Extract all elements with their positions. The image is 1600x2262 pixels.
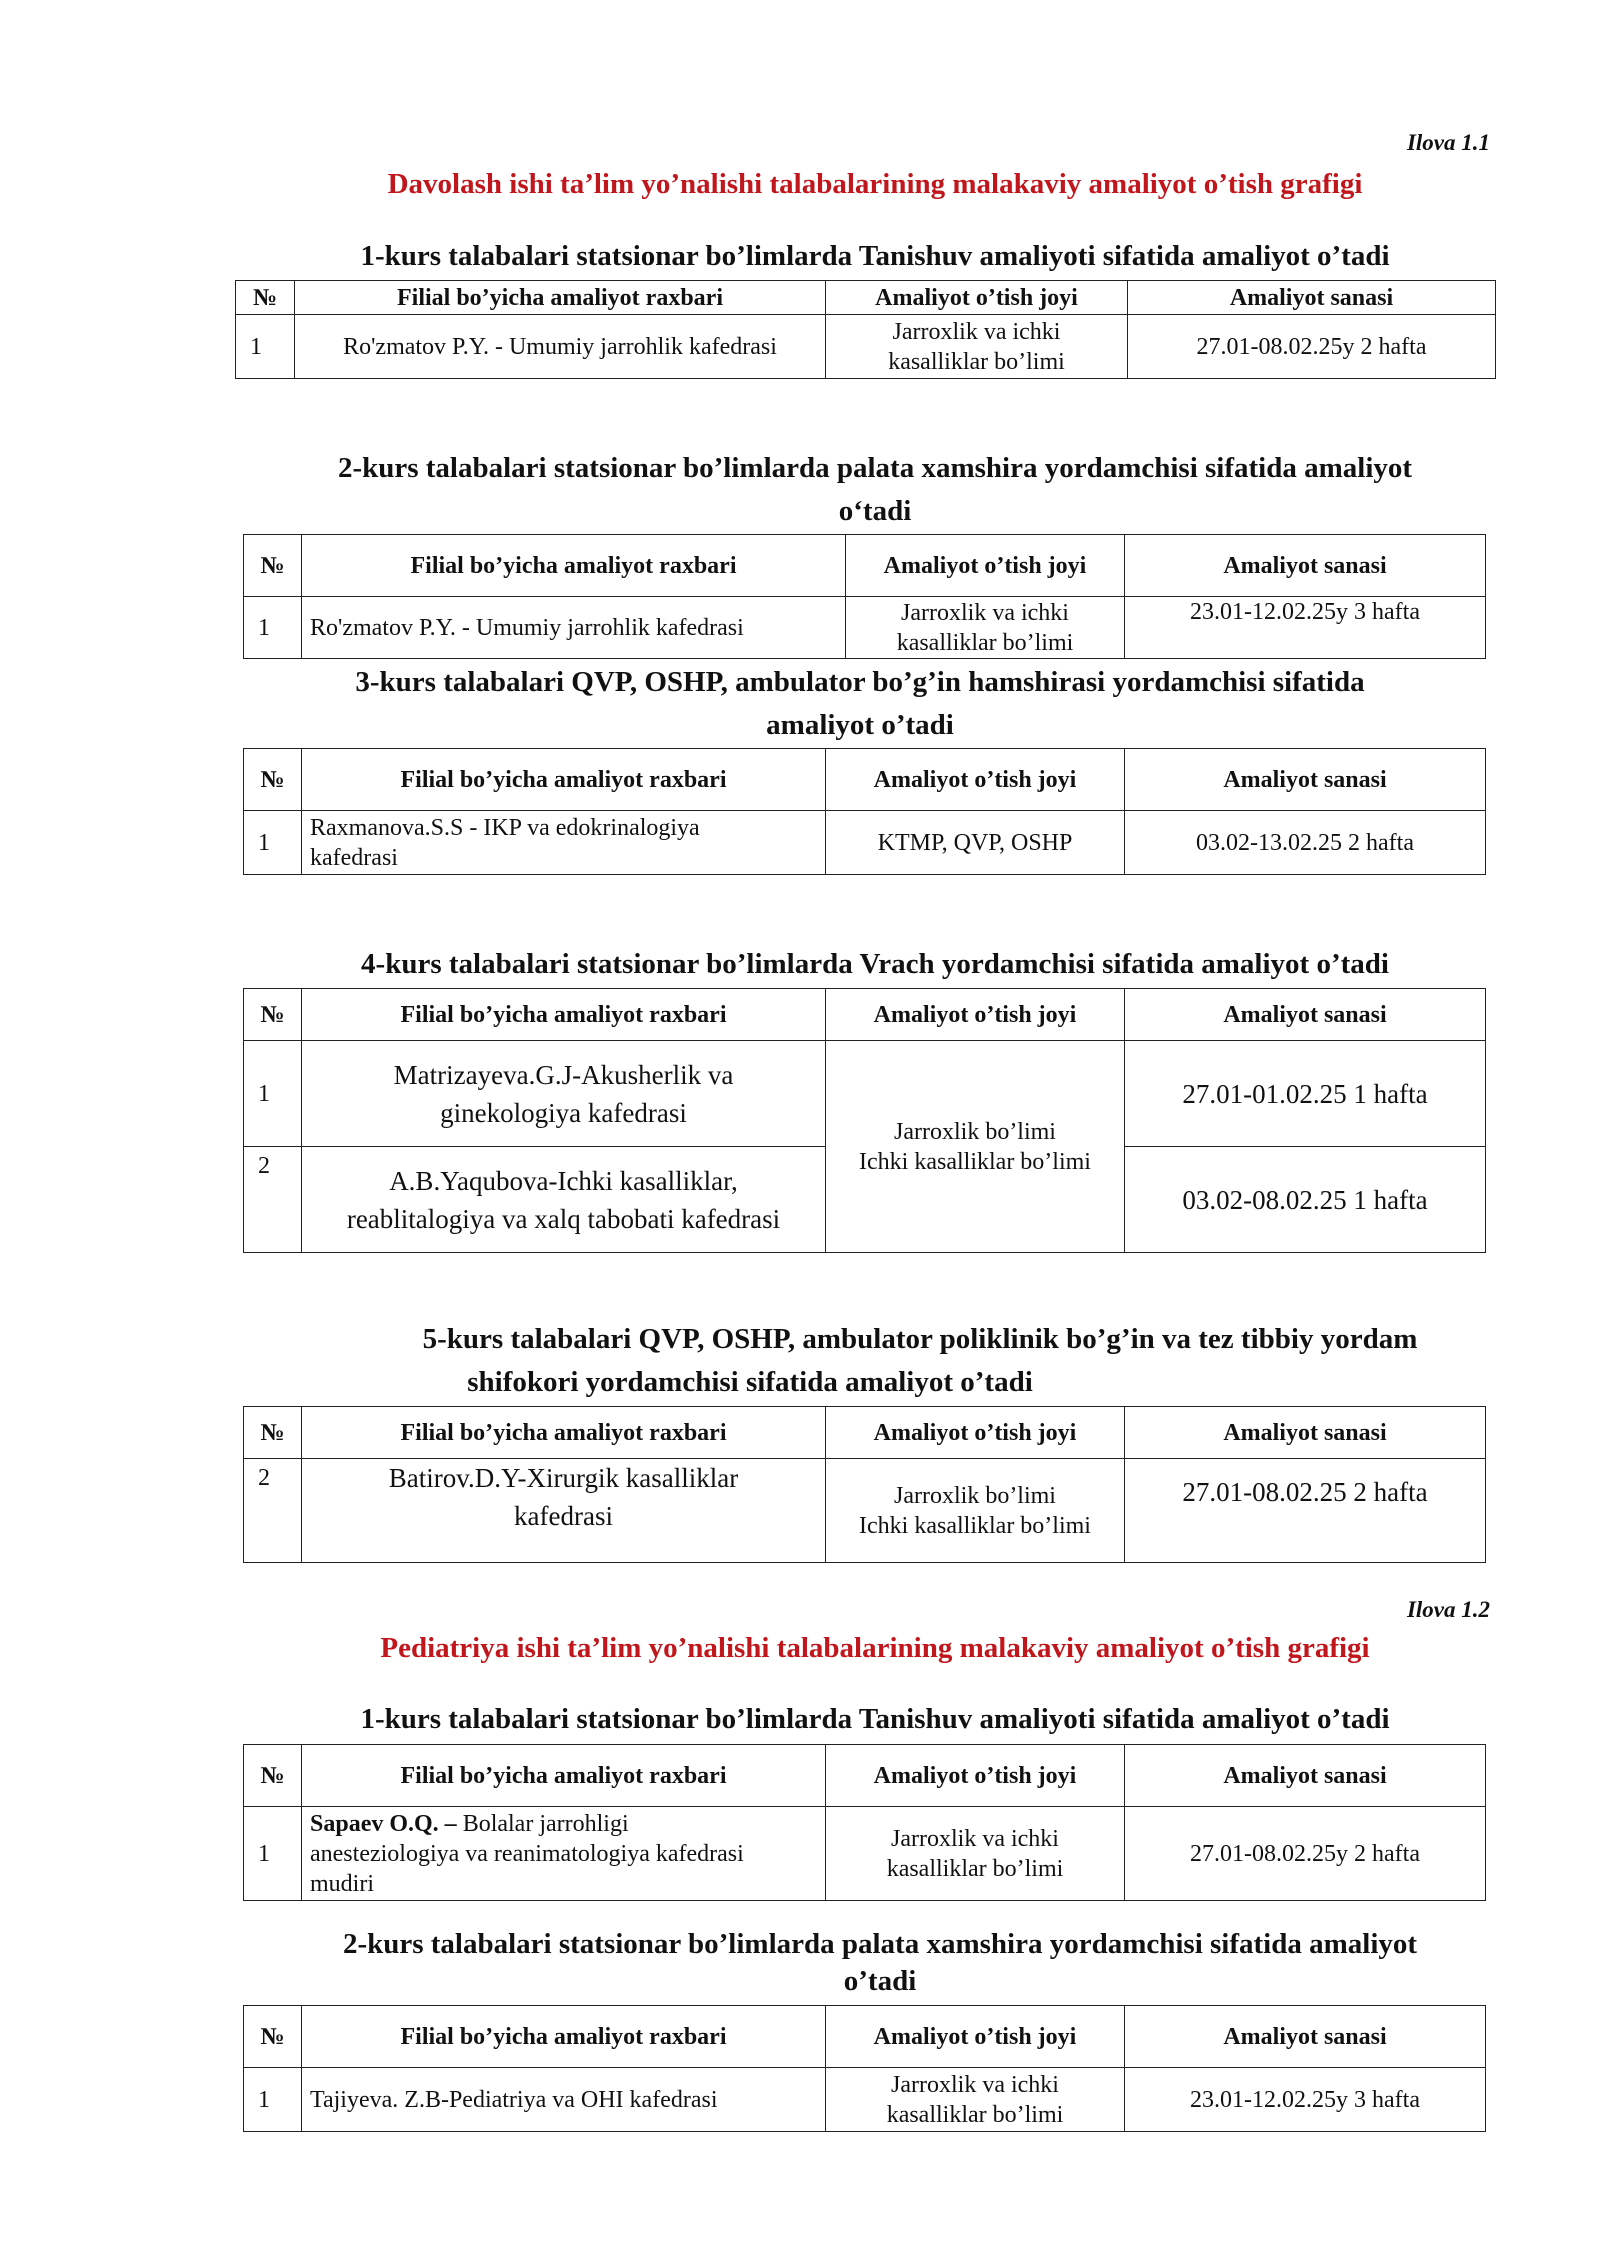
cell-date: 27.01-08.02.25 2 hafta [1125, 1459, 1486, 1563]
course-heading-line: 2-kurs talabalari statsionar bo’limlarda palata xamshira yordamchisi sifatida amaliyot [342, 1928, 1418, 1960]
course-heading-line: amaliyot o’tadi [766, 709, 954, 741]
cell-num: 1 [236, 315, 295, 379]
table-header-row [244, 1407, 1486, 1459]
course-heading-line: o’tadi [843, 1965, 917, 1997]
col-header-leader: Filial bo’yicha amaliyot raxbari [302, 535, 846, 597]
cell-leader-line: kafedrasi [514, 1501, 613, 1531]
cell-place [846, 597, 1125, 659]
table-row [244, 1041, 1486, 1147]
course-heading [200, 447, 1550, 533]
cell-place-line: Jarroxlik va ichki [891, 2071, 1059, 2098]
course-heading: 1-kurs talabalari statsionar bo’limlarda Tanishuv amaliyoti sifatida amaliyot o’tadi [360, 240, 1390, 272]
col-header-place: Amaliyot o’tish joyi [846, 535, 1125, 597]
col-header-place: Amaliyot o’tish joyi [826, 749, 1125, 811]
table-row [244, 597, 1486, 659]
col-header-num: № [244, 989, 302, 1041]
schedule-table-course1 [235, 280, 1496, 379]
table-header-row [244, 535, 1486, 597]
cell-place-line: kasalliklar bo’limi [896, 629, 1074, 656]
cell-date: 23.01-12.02.25y 3 hafta [1125, 597, 1486, 659]
schedule-table-course2 [243, 534, 1486, 659]
cell-place [826, 1041, 1125, 1253]
cell-date: 27.01-08.02.25y 2 hafta [1128, 315, 1496, 379]
col-header-leader: Filial bo’yicha amaliyot raxbari [302, 1745, 826, 1807]
col-header-place: Amaliyot o’tish joyi [826, 2006, 1125, 2068]
col-header-leader: Filial bo’yicha amaliyot raxbari [302, 749, 826, 811]
cell-num: 1 [244, 811, 302, 875]
cell-place [826, 315, 1128, 379]
col-header-place: Amaliyot o’tish joyi [826, 1407, 1125, 1459]
col-header-date: Amaliyot sanasi [1125, 1407, 1486, 1459]
section-title: Davolash ishi ta’lim yo’nalishi talabalarining malakaviy amaliyot o’tish grafigi [387, 168, 1363, 200]
cell-leader-line: kafedrasi [310, 844, 398, 871]
table-row [236, 315, 1496, 379]
course-heading-line: shifokori yordamchisi sifatida amaliyot o’tadi [467, 1366, 1033, 1398]
cell-leader: Ro'zmatov P.Y. - Umumiy jarrohlik kafedrasi [302, 597, 846, 659]
section-title: Pediatriya ishi ta’lim yo’nalishi talabalarining malakaviy amaliyot o’tish grafigi [380, 1632, 1370, 1664]
cell-leader [302, 811, 826, 875]
cell-leader [302, 1041, 826, 1147]
col-header-num: № [244, 2006, 302, 2068]
schedule-table-ped-course1 [243, 1744, 1486, 1901]
schedule-table-course5 [243, 1406, 1486, 1563]
cell-num: 1 [244, 1807, 302, 1901]
appendix-label: Ilova 1.1 [1406, 130, 1490, 155]
course-heading-line: 3-kurs talabalari QVP, OSHP, ambulator bo’g’in hamshirasi yordamchisi sifatida [355, 666, 1365, 698]
cell-place-line: Jarroxlik va ichki [901, 599, 1069, 626]
leader-name: Sapaev O.Q. – [310, 1810, 457, 1837]
cell-leader-line: ginekologiya kafedrasi [440, 1097, 687, 1128]
cell-leader: Ro'zmatov P.Y. - Umumiy jarrohlik kafedrasi [295, 315, 826, 379]
table-header-row [244, 989, 1486, 1041]
col-header-place: Amaliyot o’tish joyi [826, 1745, 1125, 1807]
course-heading-line: o‘tadi [838, 495, 912, 527]
cell-place-line: kasalliklar bo’limi [886, 2101, 1064, 2128]
cell-date: 03.02-08.02.25 1 hafta [1125, 1147, 1486, 1253]
cell-leader-line: mudiri [310, 1870, 374, 1897]
col-header-place: Amaliyot o’tish joyi [826, 281, 1128, 315]
cell-place [826, 2068, 1125, 2132]
table-row [244, 811, 1486, 875]
col-header-num: № [244, 1407, 302, 1459]
leader-dept: Bolalar jarrohligi [456, 1810, 629, 1837]
cell-place-line: Ichki kasalliklar bo’limi [859, 1148, 1091, 1175]
cell-num: 1 [244, 597, 302, 659]
cell-leader-line: reablitalogiya va xalq tabobati kafedrasi [346, 1203, 781, 1234]
col-header-leader: Filial bo’yicha amaliyot raxbari [302, 2006, 826, 2068]
col-header-date: Amaliyot sanasi [1125, 1745, 1486, 1807]
col-header-date: Amaliyot sanasi [1125, 2006, 1486, 2068]
cell-num: 1 [244, 1041, 302, 1147]
course-heading [200, 1926, 1560, 2000]
cell-leader-line: Matrizayeva.G.J-Akusherlik va [393, 1059, 734, 1090]
schedule-table-ped-course2 [243, 2005, 1486, 2132]
course-heading [200, 661, 1520, 747]
cell-place-line: Jarroxlik va ichki [892, 318, 1061, 345]
cell-num: 1 [244, 2068, 302, 2132]
col-header-leader: Filial bo’yicha amaliyot raxbari [295, 281, 826, 315]
cell-leader [302, 1459, 826, 1563]
col-header-leader: Filial bo’yicha amaliyot raxbari [302, 1407, 826, 1459]
cell-leader [302, 1807, 826, 1901]
cell-place-line: kasalliklar bo’limi [888, 348, 1065, 375]
col-header-num: № [244, 1745, 302, 1807]
course-heading-line: 2-kurs talabalari statsionar bo’limlarda palata xamshira yordamchisi sifatida amaliyot [337, 452, 1413, 484]
table-header-row [244, 1745, 1486, 1807]
cell-num: 2 [244, 1147, 302, 1253]
course-heading-line: 5-kurs talabalari QVP, OSHP, ambulator poliklinik bo’g’in va tez tibbiy yordam [422, 1323, 1418, 1355]
col-header-date: Amaliyot sanasi [1125, 535, 1486, 597]
cell-date: 27.01-08.02.25y 2 hafta [1125, 1807, 1486, 1901]
cell-leader: Tajiyeva. Z.B-Pediatriya va OHI kafedrasi [302, 2068, 826, 2132]
course-heading: 1-kurs talabalari statsionar bo’limlarda Tanishuv amaliyoti sifatida amaliyot o’tadi [360, 1703, 1390, 1735]
cell-place-line: kasalliklar bo’limi [886, 1855, 1064, 1882]
table-row [244, 1807, 1486, 1901]
cell-place-line: Ichki kasalliklar bo’limi [859, 1512, 1091, 1539]
course-heading: 4-kurs talabalari statsionar bo’limlarda Vrach yordamchisi sifatida amaliyot o’tadi [361, 948, 1389, 980]
cell-place [826, 1807, 1125, 1901]
cell-leader-line: Batirov.D.Y-Xirurgik kasalliklar [388, 1463, 739, 1493]
col-header-date: Amaliyot sanasi [1125, 749, 1486, 811]
cell-place-line: Jarroxlik bo’limi [894, 1482, 1056, 1509]
cell-date: 27.01-01.02.25 1 hafta [1125, 1041, 1486, 1147]
table-header-row [244, 749, 1486, 811]
col-header-date: Amaliyot sanasi [1125, 989, 1486, 1041]
cell-place-line: Jarroxlik va ichki [891, 1825, 1059, 1852]
cell-date: 03.02-13.02.25 2 hafta [1125, 811, 1486, 875]
cell-place-line: Jarroxlik bo’limi [894, 1118, 1056, 1145]
cell-leader [302, 1147, 826, 1253]
course-heading [330, 1318, 1510, 1404]
col-header-leader: Filial bo’yicha amaliyot raxbari [302, 989, 826, 1041]
cell-num: 2 [244, 1459, 302, 1563]
cell-place: KTMP, QVP, OSHP [826, 811, 1125, 875]
schedule-table-course3 [243, 748, 1486, 875]
cell-date: 23.01-12.02.25y 3 hafta [1125, 2068, 1486, 2132]
table-header-row [244, 2006, 1486, 2068]
appendix-label: Ilova 1.2 [1406, 1597, 1490, 1622]
table-row [244, 2068, 1486, 2132]
col-header-num: № [244, 749, 302, 811]
schedule-table-course4 [243, 988, 1486, 1253]
cell-place [826, 1459, 1125, 1563]
table-row [244, 1459, 1486, 1563]
col-header-num: № [244, 535, 302, 597]
col-header-place: Amaliyot o’tish joyi [826, 989, 1125, 1041]
cell-leader-line: anesteziologiya va reanimatologiya kafedrasi [310, 1840, 744, 1867]
table-header-row [236, 281, 1496, 315]
cell-leader-line [310, 1809, 817, 1839]
col-header-date: Amaliyot sanasi [1128, 281, 1496, 315]
cell-leader-line: Raxmanova.S.S - IKP va edokrinalogiya [310, 814, 700, 841]
col-header-num: № [236, 281, 295, 315]
cell-leader-line: A.B.Yaqubova-Ichki kasalliklar, [389, 1165, 738, 1196]
